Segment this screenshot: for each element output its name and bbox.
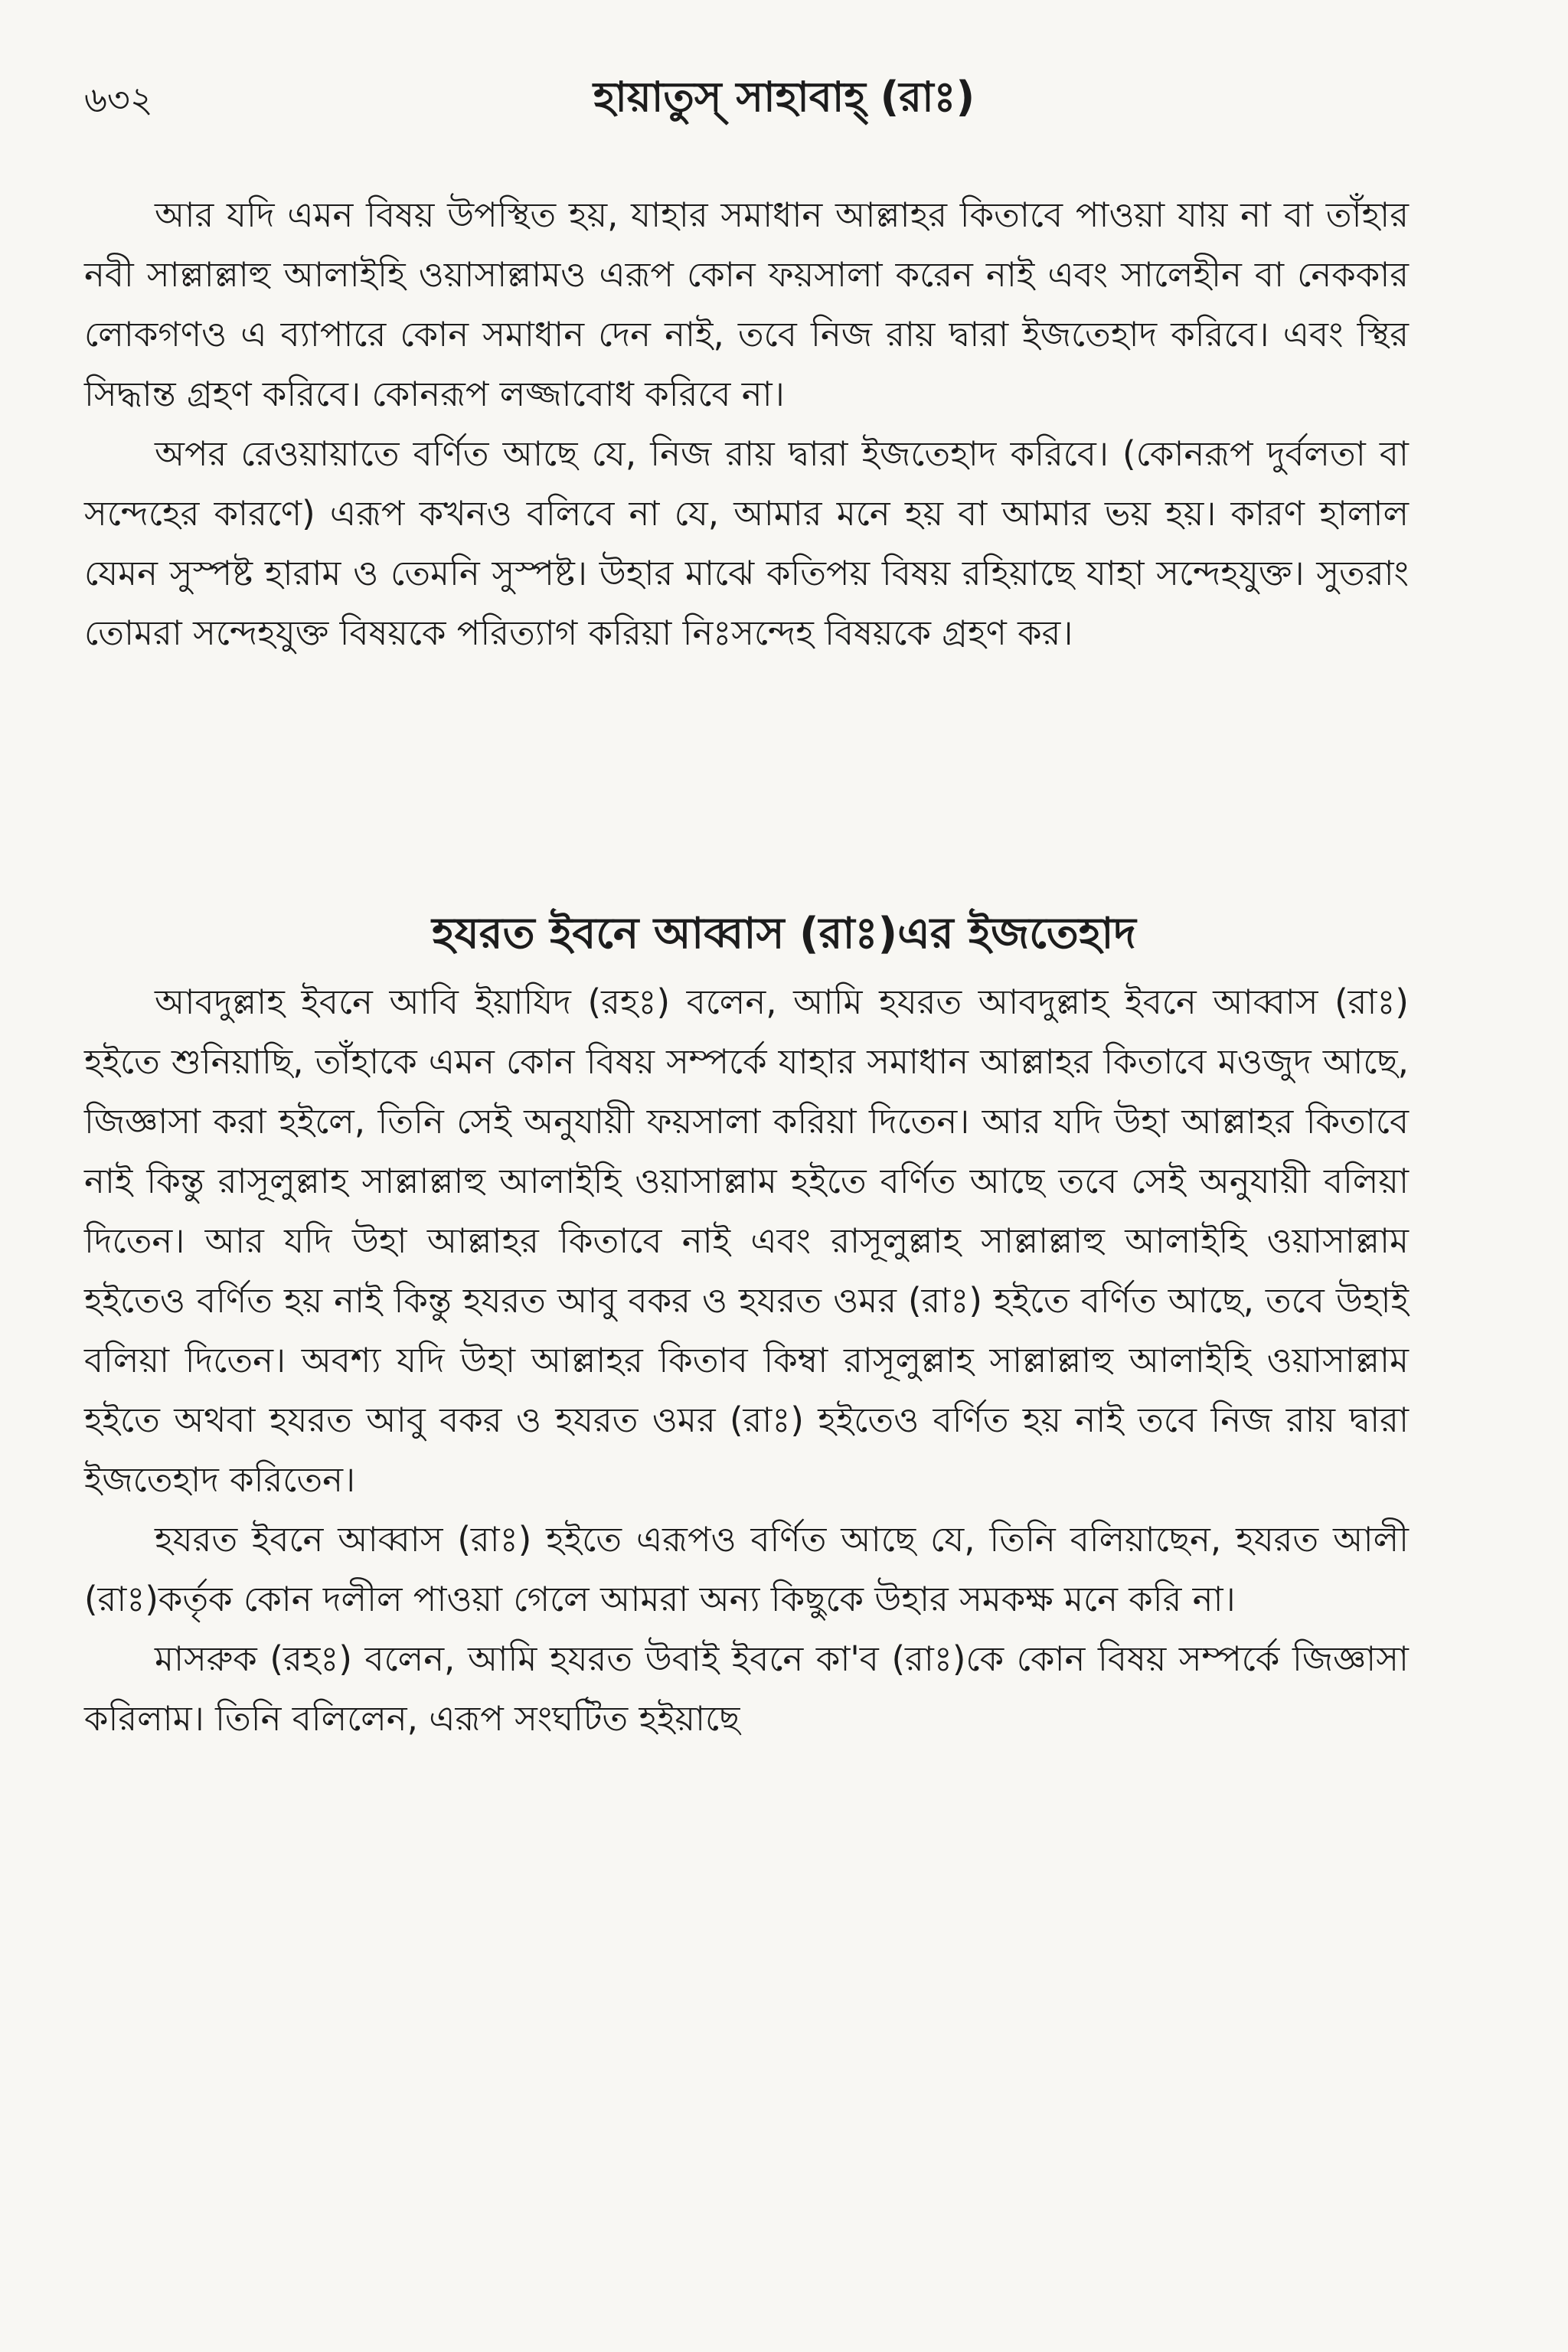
paragraph: অপর রেওয়ায়াতে বর্ণিত আছে যে, নিজ রায় দ্বারা ইজতেহাদ করিবে। (কোনরূপ দুর্বলতা বা সন্দেহের কারণে) এরূপ কখনও বলিবে না যে, আমার মনে হয় বা আমার ভয় হয়। কারণ হালাল যেমন সুস্পষ্ট হারাম ও তেমনি সুস্পষ্ট। উহার মাঝে কতিপয় বিষয় রহিয়াছে যাহা সন্দেহযুক্ত। সুতরাং তোমরা সন্দেহযুক্ত বিষয়কে পরিত্যাগ করিয়া নিঃসন্দেহ বিষয়কে গ্রহণ কর।: [84, 433, 1409, 653]
paragraph: আর যদি এমন বিষয় উপস্থিত হয়, যাহার সমাধান আল্লাহর কিতাবে পাওয়া যায় না বা তাঁহার নবী সাল্লাল্লাহু আলাইহি ওয়াসাল্লামও এরূপ কোন ফয়সালা করেন নাই এবং সালেহীন বা নেককার লোকগণও এ ব্যাপারে কোন সমাধান দেন নাই, তবে নিজ রায় দ্বারা ইজতেহাদ করিবে। এবং স্থির সিদ্ধান্ত গ্রহণ করিবে। কোনরূপ লজ্জাবোধ করিবে না।: [84, 194, 1409, 414]
running-header-title: হায়াতুস্ সাহাবাহ্ (রাঃ): [593, 73, 975, 121]
body-text-top: [84, 185, 1409, 663]
paragraph: হযরত ইবনে আব্বাস (রাঃ) হইতে এরূপও বর্ণিত আছে যে, তিনি বলিয়াছেন, হযরত আলী (রাঃ)কর্তৃক কোন দলীল পাওয়া গেলে আমরা অন্য কিছুকে উহার সমকক্ষ মনে করি না।: [84, 1519, 1409, 1619]
page-number: ৬৩২: [84, 79, 153, 120]
paragraph: আবদুল্লাহ ইবনে আবি ইয়াযিদ (রহঃ) বলেন, আমি হযরত আবদুল্লাহ ইবনে আব্বাস (রাঃ) হইতে শুনিয়াছি, তাঁহাকে এমন কোন বিষয় সম্পর্কে যাহার সমাধান আল্লাহর কিতাবে মওজুদ আছে, জিজ্ঞাসা করা হইলে, তিনি সেই অনুযায়ী ফয়সালা করিয়া দিতেন। আর যদি উহা আল্লাহর কিতাবে নাই কিন্তু রাসূলুল্লাহ সাল্লাল্লাহু আলাইহি ওয়াসাল্লাম হইতে বর্ণিত আছে তবে সেই অনুযায়ী বলিয়া দিতেন। আর যদি উহা আল্লাহর কিতাবে নাই এবং রাসূলুল্লাহ সাল্লাল্লাহু আলাইহি ওয়াসাল্লাম হইতেও বর্ণিত হয় নাই কিন্তু হযরত আবু বকর ও হযরত ওমর (রাঃ) হইতে বর্ণিত আছে, তবে উহাই বলিয়া দিতেন। অবশ্য যদি উহা আল্লাহর কিতাব কিম্বা রাসূলুল্লাহ সাল্লাল্লাহু আলাইহি ওয়াসাল্লাম হইতে অথবা হযরত আবু বকর ও হযরত ওমর (রাঃ) হইতেও বর্ণিত হয় নাই তবে নিজ রায় দ্বারা ইজতেহাদ করিতেন।: [84, 982, 1409, 1500]
section-heading: হযরত ইবনে আব্বাস (রাঃ)এর ইজতেহাদ: [432, 909, 1136, 959]
paragraph: মাসরুক (রহঃ) বলেন, আমি হযরত উবাই ইবনে কা'ব (রাঃ)কে কোন বিষয় সম্পর্কে জিজ্ঞাসা করিলাম। তিনি বলিলেন, এরূপ সংঘটিত হইয়াছে: [84, 1638, 1409, 1739]
body-text-section: [84, 972, 1409, 1749]
